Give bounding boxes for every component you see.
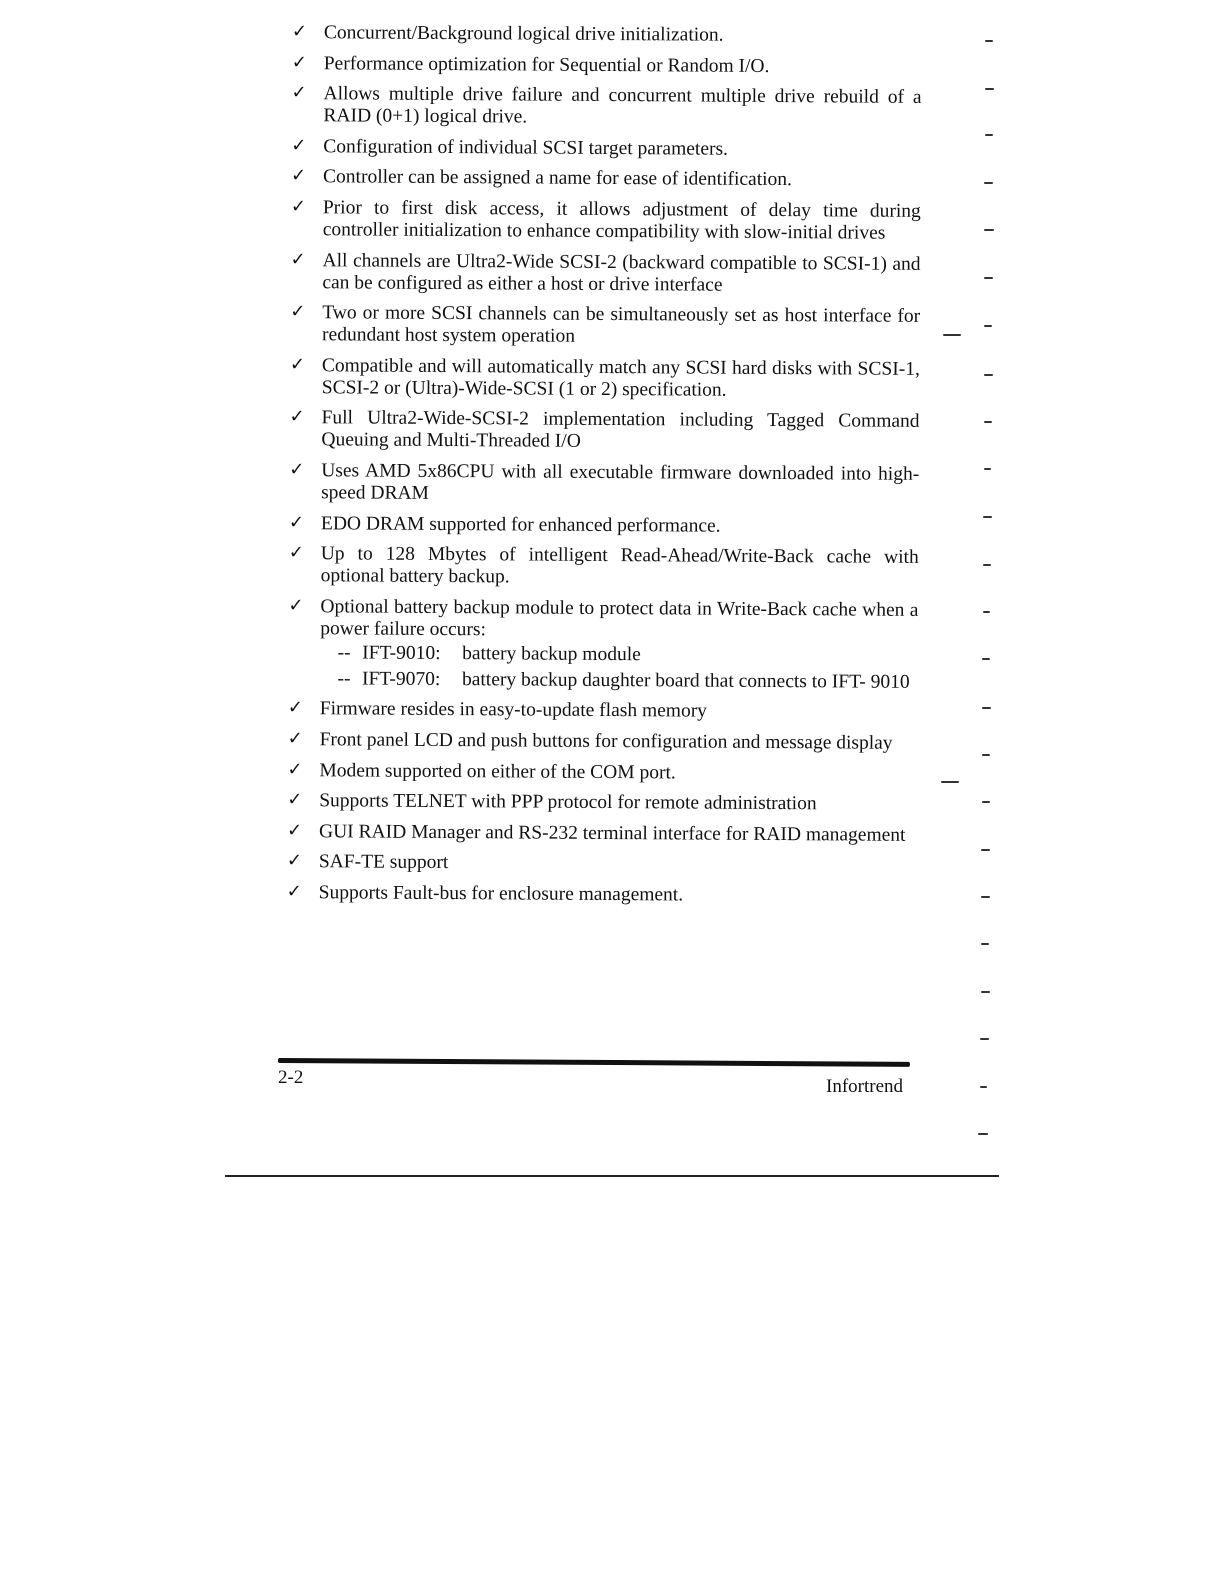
checkmark-icon: ✓ <box>291 21 308 43</box>
checkmark-icon: ✓ <box>291 134 307 156</box>
margin-mark <box>984 229 994 231</box>
checkmark-icon: ✓ <box>291 51 307 73</box>
checkmark-icon: ✓ <box>289 458 305 481</box>
margin-mark <box>982 801 990 803</box>
feature-text: Firmware resides in easy-to-update flash memory <box>319 698 708 722</box>
checkmark-icon: ✓ <box>290 301 306 323</box>
margin-mark <box>985 134 993 136</box>
list-item <box>280 302 920 350</box>
margin-mark <box>985 88 994 90</box>
list-item <box>279 543 919 591</box>
feature-text: Two or more SCSI channels can be simultaneously set as host interface for redundant host system operation <box>322 302 921 347</box>
margin-mark <box>980 1086 987 1088</box>
list-item <box>279 460 919 508</box>
margin-mark <box>984 374 993 376</box>
feature-text: SAF-TE support <box>318 851 449 874</box>
margin-mark <box>982 754 990 756</box>
list-item <box>278 729 918 755</box>
feature-text: Prior to first disk access, it allows adjustment of delay time during controller initialization to enhance compatibility with slow-initial drives <box>322 197 921 244</box>
list-item <box>280 250 920 298</box>
battery-option <box>326 642 918 668</box>
margin-mark <box>981 943 989 945</box>
scan-divider <box>225 1175 999 1177</box>
margin-mark <box>943 334 961 336</box>
option-code: IFT-9070: <box>361 668 441 690</box>
checkmark-icon: ✓ <box>287 727 303 750</box>
feature-text: Supports Fault-bus for enclosure management. <box>318 882 684 906</box>
dash-marker: -- <box>337 668 351 690</box>
checkmark-icon: ✓ <box>289 406 305 428</box>
feature-list <box>277 22 922 916</box>
margin-mark <box>984 468 991 470</box>
option-code: IFT-9010: <box>362 642 441 664</box>
margin-mark <box>983 564 991 566</box>
list-item <box>278 596 919 694</box>
list-item <box>280 355 920 403</box>
feature-text: Up to 128 Mbytes of intelligent Read-Ahead/Write-Back cache with optional battery backup. <box>320 543 919 588</box>
list-item <box>281 83 921 131</box>
feature-text: All channels are Ultra2-Wide SCSI-2 (backward compatible to SCSI-1) and can be configured as either a host or drive interface <box>322 249 921 296</box>
page-number: 2-2 <box>278 1067 304 1088</box>
list-item <box>282 53 922 79</box>
margin-mark <box>984 325 992 327</box>
list-item <box>281 136 921 162</box>
margin-mark <box>984 182 993 184</box>
checkmark-icon: ✓ <box>288 542 304 564</box>
list-item <box>277 790 917 816</box>
margin-mark <box>983 611 990 613</box>
margin-mark <box>981 991 990 993</box>
feature-text: Concurrent/Background logical drive initialization. <box>323 22 724 46</box>
checkmark-icon: ✓ <box>288 594 304 616</box>
footer-brand: Infortrend <box>826 1076 904 1097</box>
list-item <box>277 821 917 847</box>
footer-rule <box>278 1058 910 1067</box>
margin-mark <box>984 277 993 279</box>
battery-option-list <box>320 642 918 694</box>
margin-mark <box>985 40 993 42</box>
list-item <box>281 197 921 245</box>
feature-text: Modem supported on either of the COM port. <box>319 759 676 783</box>
margin-mark <box>982 658 990 660</box>
option-description: battery backup module <box>462 642 641 665</box>
feature-text: Front panel LCD and push buttons for configuration and message display <box>319 729 893 754</box>
list-item <box>278 698 918 724</box>
dash-marker: -- <box>337 642 351 664</box>
list-item <box>277 882 917 908</box>
feature-text: GUI RAID Manager and RS-232 terminal interface for RAID management <box>318 820 906 846</box>
margin-mark <box>981 849 990 851</box>
feature-text: Configuration of individual SCSI target parameters. <box>323 136 729 160</box>
margin-mark <box>981 896 990 898</box>
checkmark-icon: ✓ <box>286 819 303 841</box>
checkmark-icon: ✓ <box>286 880 302 903</box>
margin-mark <box>982 707 991 709</box>
checkmark-icon: ✓ <box>291 82 307 104</box>
feature-text: Full Ultra2-Wide-SCSI-2 implementation including Tagged Command Queuing and Multi-Threaded I/O <box>321 407 920 453</box>
feature-text: Uses AMD 5x86CPU with all executable firmware downloaded into high-speed DRAM <box>321 460 920 504</box>
checkmark-icon: ✓ <box>290 165 307 187</box>
list-item <box>281 166 921 192</box>
checkmark-icon: ✓ <box>290 248 306 270</box>
margin-mark <box>980 1038 989 1040</box>
feature-text: Allows multiple drive failure and concurrent multiple drive rebuild of a RAID (0+1) logical drive. <box>323 83 922 128</box>
option-description: battery backup daughter board that connects to IFT- 9010 <box>461 668 910 693</box>
margin-mark <box>984 421 992 423</box>
checkmark-icon: ✓ <box>286 850 303 872</box>
checkmark-icon: ✓ <box>290 196 307 218</box>
checkmark-icon: ✓ <box>288 511 305 533</box>
checkmark-icon: ✓ <box>289 353 306 375</box>
feature-text: Performance optimization for Sequential or Random I/O. <box>323 52 770 77</box>
feature-text: Compatible and will automatically match any SCSI hard disks with SCSI-1, SCSI-2 or (Ultra)-Wide-SCSI (1 or 2) specification. <box>321 355 920 401</box>
feature-text: Supports TELNET with PPP protocol for remote administration <box>319 790 817 815</box>
list-item <box>277 759 917 785</box>
list-item <box>282 22 922 48</box>
checkmark-icon: ✓ <box>287 697 303 719</box>
margin-mark <box>978 1133 988 1135</box>
margin-mark <box>941 781 959 783</box>
checkmark-icon: ✓ <box>287 758 303 780</box>
battery-option <box>326 668 918 694</box>
feature-text: Optional battery backup module to protect data in Write-Back cache when a power failure occurs: <box>320 595 919 640</box>
checkmark-icon: ✓ <box>287 789 303 811</box>
list-item <box>279 513 919 539</box>
margin-mark <box>983 516 992 518</box>
feature-text: Controller can be assigned a name for ease of identification. <box>322 166 793 191</box>
list-item <box>277 851 917 877</box>
list-item <box>279 407 919 455</box>
feature-text: EDO DRAM supported for enhanced performance. <box>320 512 721 537</box>
